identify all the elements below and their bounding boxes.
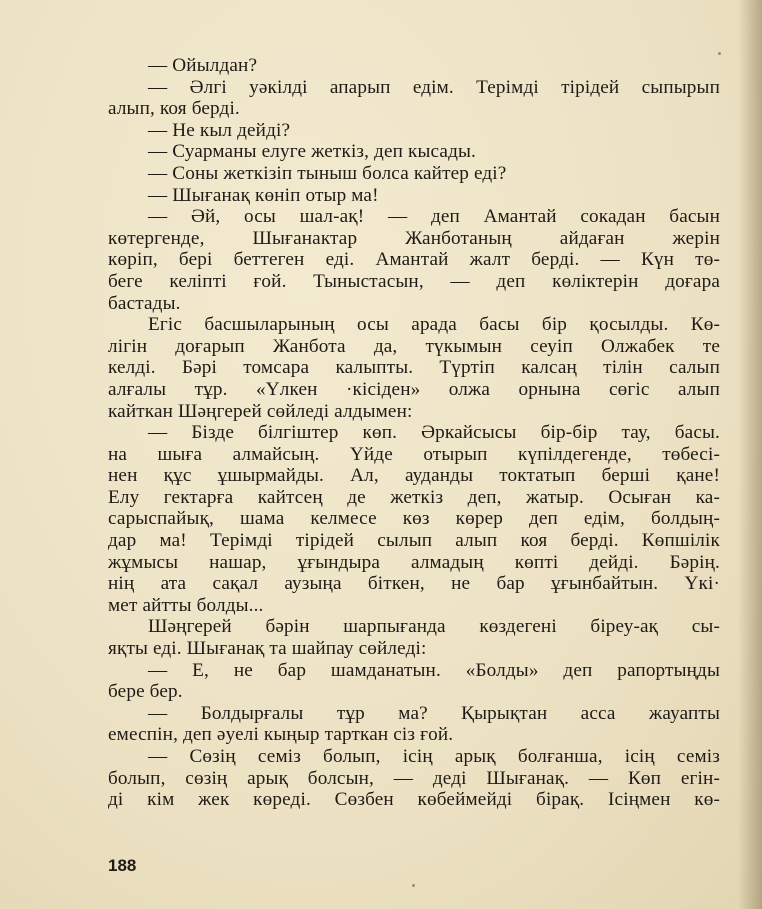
text-line: емеспін, деп әуелі кыңыр тарткан сіз ғой. [108, 724, 454, 746]
text-line: — Суарманы елуге жеткіз, деп кысады. [148, 141, 476, 163]
text-line: беге келіпті ғой. Тыныстасын, — деп көліктерін доғара [108, 270, 720, 292]
text-line: бере бер. [108, 681, 183, 703]
paper-speck [412, 884, 415, 887]
text-line: мет айтты болды... [108, 594, 264, 616]
text-line: — Әлгі уәкілді апарып едім. Терімді тірідей сыпырып [148, 76, 720, 98]
text-line: Егіс басшыларының осы арада басы бір қосылды. Кө- [148, 314, 720, 336]
text-line: нің ата сақал аузыңа біткен, не бар ұғынбайтын. Үкі· [108, 573, 720, 595]
text-line: — Сөзің семіз болып, ісің арық болғанша, ісің семіз [148, 746, 720, 767]
text-line: сарыспайық, шама келмесе көз көрер деп едім, болдың- [108, 508, 720, 530]
text-line: жұмысы нашар, ұғындыра алмадың көпті дейді. Бәрің. [108, 551, 720, 573]
text-line: лігін доғарып Жанбота да, түкымын сеуіп Олжабек те [108, 335, 720, 357]
text-line: дар ма! Терімді тірідей сылып алып коя берді. Көпшілік [108, 530, 720, 552]
text-line: кайткан Шәңгерей сөйледі алдымен: [108, 400, 413, 422]
text-line: на шыға алмайсың. Үйде отырып күпілдегенде, төбесі- [108, 443, 720, 465]
text-line: — Шығанақ көніп отыр ма! [148, 184, 379, 206]
text-line: бастады. [108, 292, 181, 314]
text-line: — Е, не бар шамданатын. «Болды» деп рапортыңды [148, 659, 720, 681]
text-line: Шәңгерей бәрін шарпығанда көздегені біреу-ақ сы- [148, 616, 720, 638]
text-line: болып, сөзің арық болсын, — деді Шығанақ. — Көп егін- [108, 767, 720, 789]
text-line: — Не кыл дейді? [148, 119, 291, 141]
text-line: — Бізде білгіштер көп. Әркайсысы бір-бір тау, басы. [148, 422, 720, 444]
text-line: алып, коя берді. [108, 98, 240, 120]
text-line: келді. Бәрі томсара калыпты. Түртіп калсаң тілін салып [108, 357, 720, 379]
page-edge-shadow [738, 0, 762, 909]
text-line: ді кім жек көреді. Сөзбен көбеймейді бірақ. Ісіңмен кө- [108, 789, 720, 811]
text-line: — Болдырғалы тұр ма? Қырықтан асса жауапты [148, 702, 720, 724]
text-line: яқты еді. Шығанақ та шайпау сөйледі: [108, 638, 427, 660]
text-line: Елу гектарға кайтсең де жеткіз деп, жатыр. Осыған ка- [108, 486, 720, 508]
body-text [108, 55, 720, 811]
text-line: — Әй, осы шал-ақ! — деп Амантай сокадан басын [148, 206, 720, 228]
text-line: көріп, бері беттеген еді. Амантай жалт берді. — Күн тө- [108, 249, 720, 271]
paper-speck [718, 52, 721, 55]
text-line: көтергенде, Шығанактар Жанботаның айдаған жерін [108, 227, 720, 249]
page-number: 188 [108, 856, 137, 875]
text-line: нен құс ұшырмайды. Ал, ауданды токтатып берші қане! [108, 465, 720, 487]
text-line: — Соны жеткізіп тыныш болса кайтер еді? [148, 162, 507, 184]
text-line: — Ойылдан? [148, 55, 258, 76]
text-line: алғалы тұр. «Үлкен ·кісіден» олжа орнына сөгіс алып [108, 378, 720, 400]
